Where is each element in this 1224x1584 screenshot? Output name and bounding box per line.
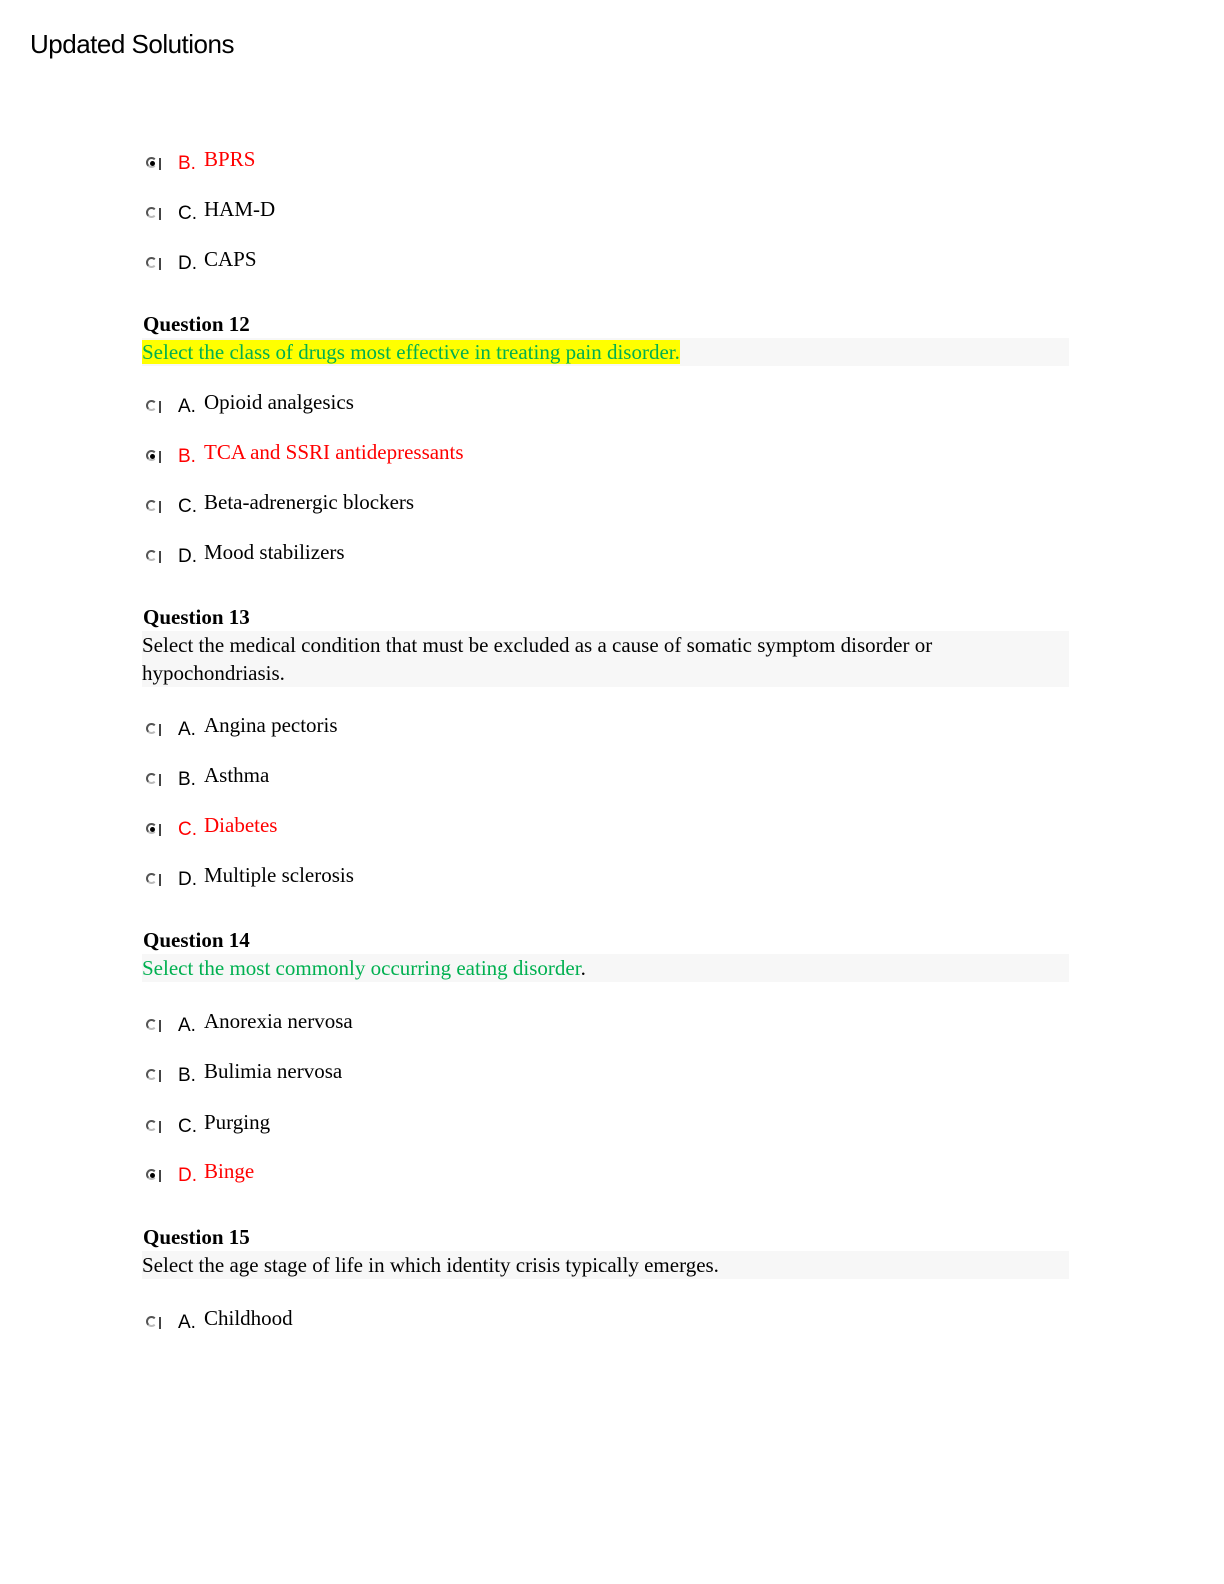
question-14-prompt-end: . xyxy=(580,956,586,980)
option-letter: B. xyxy=(178,153,196,174)
radio-unselected-icon[interactable] xyxy=(144,1312,172,1332)
question-14-title: Question 14 xyxy=(143,928,250,952)
option-q15-a[interactable] xyxy=(144,1307,293,1333)
radio-unselected-icon[interactable] xyxy=(144,1015,172,1035)
question-12-text xyxy=(142,338,1069,366)
option-letter: D. xyxy=(178,546,197,567)
option-text: Diabetes xyxy=(204,813,278,837)
option-letter: B. xyxy=(178,1065,196,1086)
option-text: Purging xyxy=(204,1110,271,1134)
radio-unselected-icon[interactable] xyxy=(144,396,172,416)
option-text: Multiple sclerosis xyxy=(204,863,354,887)
radio-unselected-icon[interactable] xyxy=(144,546,172,566)
option-q14-a[interactable] xyxy=(144,1010,353,1036)
radio-unselected-icon[interactable] xyxy=(144,496,172,516)
option-letter: C. xyxy=(178,496,197,517)
radio-selected-icon[interactable] xyxy=(144,446,172,466)
option-q12-d[interactable] xyxy=(144,541,345,567)
option-letter: C. xyxy=(178,819,197,840)
radio-unselected-icon[interactable] xyxy=(144,769,172,789)
option-text: Mood stabilizers xyxy=(204,540,345,564)
option-q11-c[interactable] xyxy=(144,198,275,224)
option-q14-b[interactable] xyxy=(144,1060,342,1086)
option-letter: D. xyxy=(178,869,197,890)
option-text: BPRS xyxy=(204,147,256,171)
option-text: Asthma xyxy=(204,763,270,787)
option-q13-a[interactable] xyxy=(144,714,338,740)
option-letter: B. xyxy=(178,446,196,467)
option-text: HAM-D xyxy=(204,197,276,221)
question-12-prompt: Select the class of drugs most effective in treating pain disorder. xyxy=(142,340,680,364)
document-header: Updated Solutions xyxy=(30,29,234,59)
option-text: TCA and SSRI antidepressants xyxy=(204,440,464,464)
option-q13-b[interactable] xyxy=(144,764,269,790)
radio-selected-icon[interactable] xyxy=(144,1165,172,1185)
option-text: Beta-adrenergic blockers xyxy=(204,490,415,514)
radio-unselected-icon[interactable] xyxy=(144,1065,172,1085)
option-text: Bulimia nervosa xyxy=(204,1059,343,1083)
option-q12-a[interactable] xyxy=(144,391,354,417)
option-text: Angina pectoris xyxy=(204,713,338,737)
option-q12-c[interactable] xyxy=(144,491,414,517)
question-15-text: Select the age stage of life in which identity crisis typically emerges. xyxy=(142,1251,1069,1279)
radio-selected-icon[interactable] xyxy=(144,153,172,173)
option-letter: C. xyxy=(178,203,197,224)
option-text: Opioid analgesics xyxy=(204,390,354,414)
question-14-text xyxy=(142,954,1069,982)
option-q13-c[interactable] xyxy=(144,814,277,840)
option-text: Anorexia nervosa xyxy=(204,1009,353,1033)
option-q13-d[interactable] xyxy=(144,864,354,890)
option-letter: D. xyxy=(178,253,197,274)
option-q12-b[interactable] xyxy=(144,441,464,467)
radio-unselected-icon[interactable] xyxy=(144,869,172,889)
option-letter: B. xyxy=(178,769,196,790)
option-q14-d[interactable] xyxy=(144,1160,254,1186)
radio-unselected-icon[interactable] xyxy=(144,1116,172,1136)
question-14-prompt: Select the most commonly occurring eating disorder xyxy=(142,956,581,980)
option-letter: D. xyxy=(178,1165,197,1186)
radio-unselected-icon[interactable] xyxy=(144,719,172,739)
option-letter: A. xyxy=(178,396,196,417)
option-q14-c[interactable] xyxy=(144,1111,270,1137)
option-letter: A. xyxy=(178,1015,196,1036)
option-text: Binge xyxy=(204,1159,255,1183)
radio-selected-icon[interactable] xyxy=(144,819,172,839)
option-q11-d[interactable] xyxy=(144,248,257,274)
question-13-text: Select the medical condition that must be excluded as a cause of somatic symptom disorder or hypochondriasis. xyxy=(142,631,1069,687)
radio-unselected-icon[interactable] xyxy=(144,253,172,273)
option-text: CAPS xyxy=(204,247,257,271)
option-letter: A. xyxy=(178,1312,196,1333)
question-15-title: Question 15 xyxy=(143,1225,250,1249)
option-text: Childhood xyxy=(204,1306,293,1330)
radio-unselected-icon[interactable] xyxy=(144,203,172,223)
question-13-title: Question 13 xyxy=(143,605,250,629)
option-letter: A. xyxy=(178,719,196,740)
question-12-title: Question 12 xyxy=(143,312,250,336)
option-q11-b[interactable] xyxy=(144,148,255,174)
option-letter: C. xyxy=(178,1116,197,1137)
